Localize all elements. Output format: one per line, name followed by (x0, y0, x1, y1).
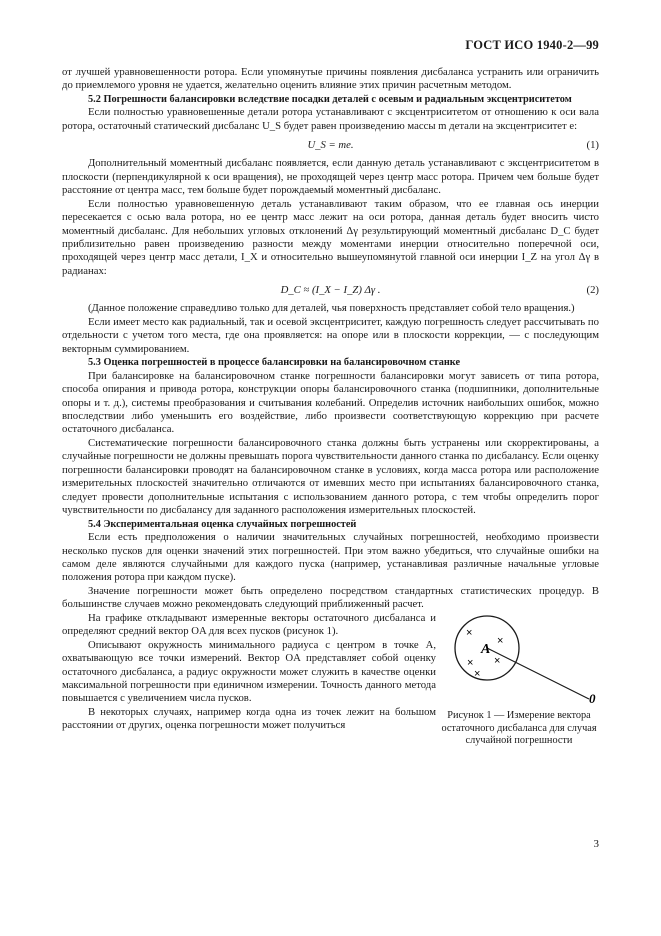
body-text (62, 66, 599, 747)
section-5-4-title: 5.4 Экспериментальная оценка случайных погрешностей (88, 518, 357, 530)
paragraph: На графике откладывают измеренные векторы остаточного дисбаланса и определяют средний вектор OA для всех пусков (рисунок 1). (62, 611, 436, 638)
measurement-point: × (494, 654, 501, 667)
measurement-point: × (466, 626, 473, 639)
paragraph: (Данное положение справедливо только для деталей, чья поверхность представляет собой тело вращения.) (88, 302, 575, 315)
paragraph: Описывают окружность минимального радиуса с центром в точке A, охватывающую все точки измерений. Вектор OA представляет собой оценку остаточного дисбаланса, а радиус окружности может служить в качестве оценки максимальной погрешности при единичном измерении. Точность данного метода повышается с увеличением числа пусков. (62, 638, 436, 705)
standard-header: ГОСТ ИСО 1940-2—99 (465, 38, 599, 52)
equation-2 (62, 278, 599, 302)
figure-1 (439, 606, 599, 748)
paragraph: Если полностью уравновешенные детали ротора устанавливают с эксцентриситетом от отношению к оси вала ротора, остаточный статический дисбаланс U_S будет равен произведению массы m детали на эксцентриситет e: (62, 106, 599, 132)
paragraph: от лучшей уравновешенности ротора. Если упомянутые причины появления дисбаланса устранить или ограничить до приемлемого уровня не удается, желательно оценить влияние этих причин расчетным методом. (62, 66, 599, 92)
equation-number: (2) (586, 284, 599, 297)
figure-caption: Рисунок 1 — Измерение вектора остаточного дисбаланса для случая случайной погрешности (441, 709, 597, 747)
paragraph: В некоторых случаях, например когда одна из точек лежит на большом расстоянии от других, оценка погрешности может получиться (62, 705, 436, 732)
paragraph: Если полностью уравновешенную деталь устанавливают таким образом, что ее главная ось инерции пересекается с осью вала ротора, но ее центр масс лежит на оси ротора, данная деталь будет вносить чисто моментный дисбаланс. Для небольших угловых отклонений Δγ результирующий моментный дисбаланс D_C будет приблизительно равен произведению разности между моментами инерции относительно поперечной оси, проходящей через центр масс детали, I_X и относительно вышеупомянутой главной оси инерции I_Z на угол Δγ в радианах: (62, 197, 599, 277)
section-5-2-title: 5.2 Погрешности балансировки вследствие посадки деталей с осевым и радиальным эксцентриситетом (88, 93, 572, 105)
measurement-point: × (497, 634, 504, 647)
page-number: 3 (593, 838, 599, 850)
paragraph: Если имеет место как радиальный, так и осевой эксцентриситет, каждую погрешность следует рассчитывать по отдельности с учетом того места, где она проявляется: на опоре или в плоскости коррекции, — с последующим векторным суммированием. (62, 315, 599, 355)
point-a-label: A (481, 641, 491, 657)
measurement-point: × (467, 656, 474, 669)
point-o-label: 0 (589, 690, 596, 706)
equation-number: (1) (586, 139, 599, 152)
paragraph: Значение погрешности может быть определено посредством стандартных статистических процедур. В большинстве случаев можно рекомендовать следующий приближенный расчет. (62, 584, 599, 611)
equation-formula: D_C ≈ (I_X − I_Z) Δγ . (280, 284, 381, 297)
unbalance-vector-diagram (439, 606, 599, 706)
section-5-3-title: 5.3 Оценка погрешностей в процессе балансировки на балансировочном станке (88, 357, 461, 369)
wrapped-paragraphs (62, 612, 436, 733)
paragraph: Дополнительный моментный дисбаланс появляется, если данную деталь устанавливают с эксцентриситетом в плоскости (перпендикулярной к оси вращения), не проходящей через центр масс ротора. Причем чем больше будет расстояние от центра масс, тем больше будет порождаемый моментный дисбаланс. (62, 157, 599, 197)
equation-1 (62, 133, 599, 157)
figure-wrap-block (62, 611, 599, 747)
measurement-point: × (474, 667, 481, 680)
equation-formula: U_S = me. (307, 139, 354, 152)
paragraph: Систематические погрешности балансировочного станка должны быть устранены или скорректированы, а случайные погрешности не должны превышать порога чувствительности данного станка по дисбалансу. Если оценку погрешности балансировки проводят на балансировочном станке в условиях, когда масса ротора или расположение измерительных плоскостей значительно отличаются от имевших место при испытаниях балансировочного станка, следует провести дополнительные испытания с использованием данного ротора, с тем чтобы определить порог чувствительности по дисбалансу для заданного расположения измерительных плоскостей. (62, 436, 599, 517)
vector-oa (487, 648, 589, 699)
paragraph: Если есть предположения о наличии значительных случайных погрешностей, необходимо произвести несколько пусков для оценки значений этих погрешностей. При этом важно убедиться, что случайные ошибки на самом деле являются случайными для каждого пуска (например, устанавливая различные начальные угловые положения ротора при каждом пуске). (62, 531, 599, 584)
paragraph: При балансировке на балансировочном станке погрешности балансировки могут зависеть от типа ротора, способа опирания и привода ротора, конструкции опоры балансировочного станка (подшипники, дополнительные опоры и т. д.), системы преобразования и считывания колебаний. Определив источник наибольших ошибок, можно впоследствии либо уменьшить его воздействие, либо произвести соответствующую коррекцию при расчете остаточного дисбаланса. (62, 369, 599, 436)
